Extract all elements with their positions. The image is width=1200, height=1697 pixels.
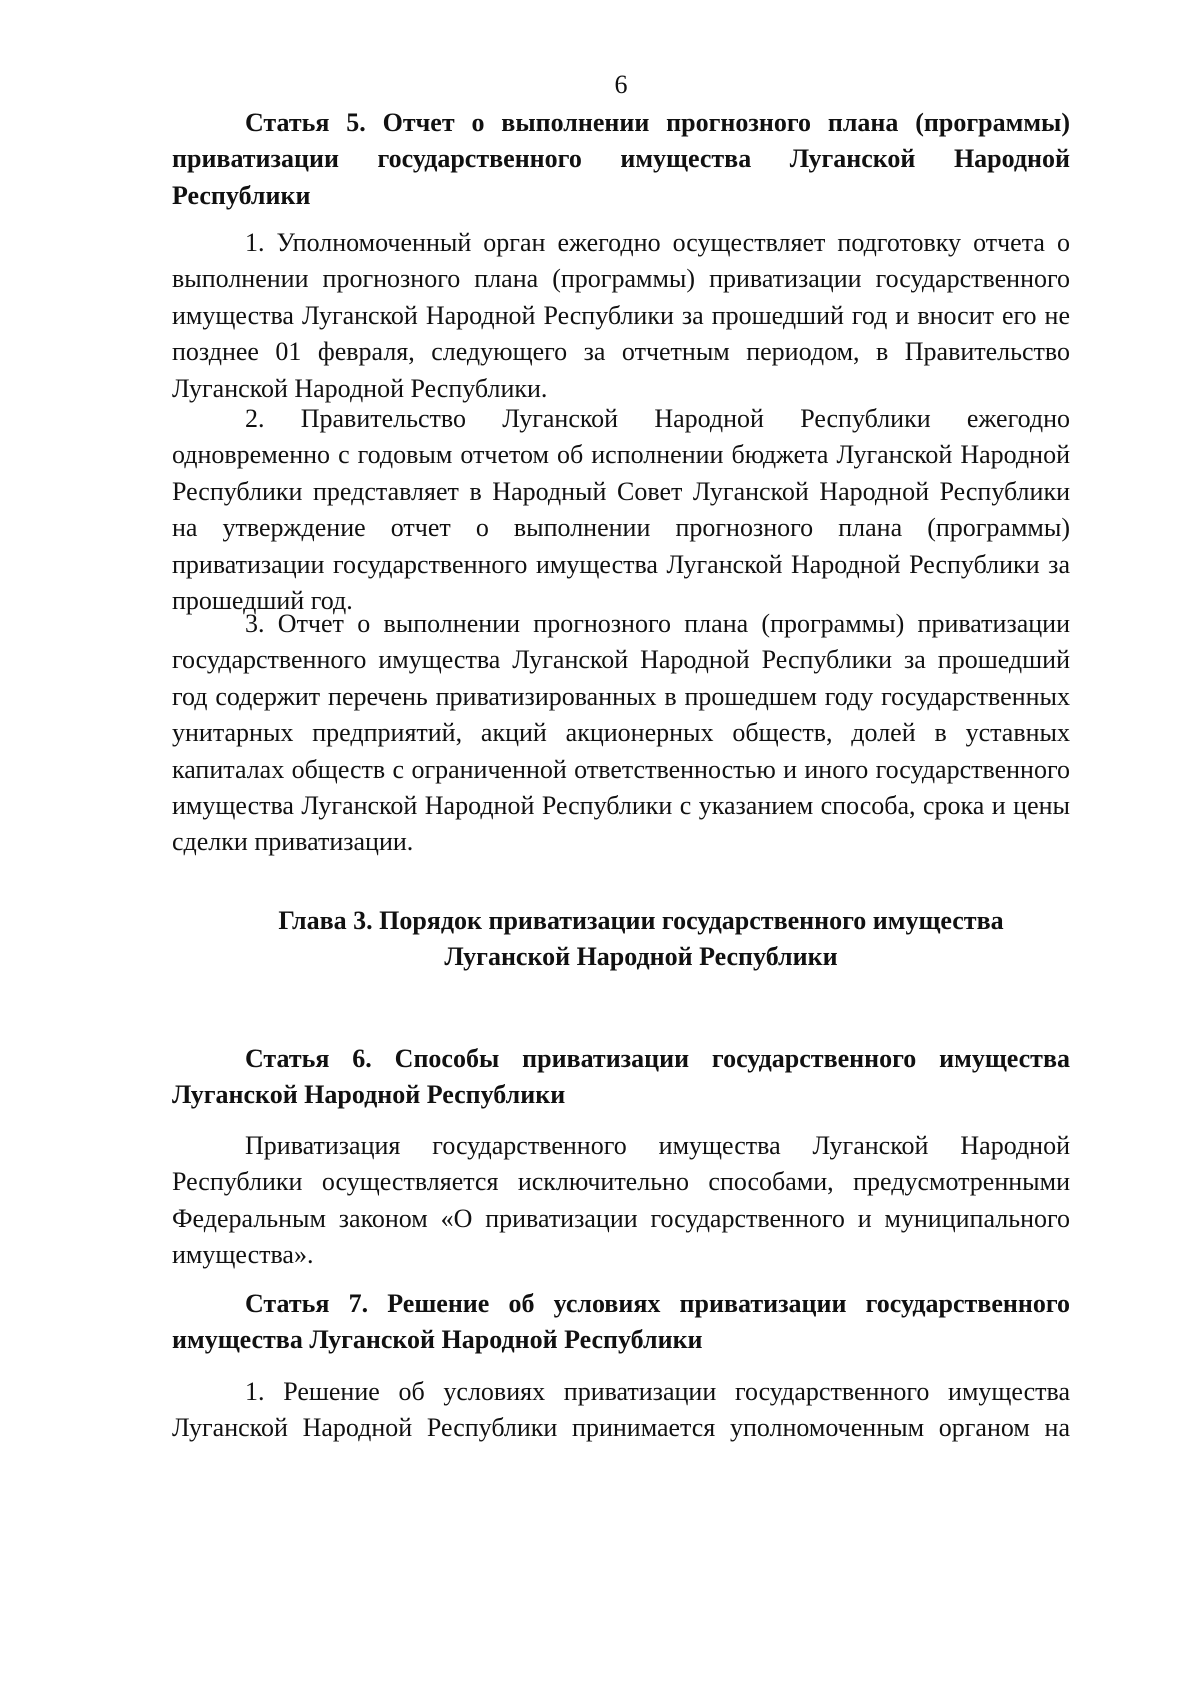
article-7-paragraph-1: 1. Решение об условиях приватизации государственного имущества Луганской Народной Республики принимается уполномоченным органом на [172,1377,1070,1443]
article-5-heading: Статья 5. Отчет о выполнении прогнозного плана (программы) приватизации государственного имущества Луганской Народной Республики [172,108,1070,210]
article-7-heading: Статья 7. Решение об условиях приватизации государственного имущества Луганской Народной Республики [172,1289,1070,1355]
article-5-paragraph-1: 1. Уполномоченный орган ежегодно осуществляет подготовку отчета о выполнении прогнозного плана (программы) приватизации государственного имущества Луганской Народной Республики за прошедший год и вносит его не позднее 01 февраля, следующего за отчетным периодом, в Правительство Луганской Народной Республики. [172,228,1070,403]
chapter-3-heading-line-1: Глава 3. Порядок приватизации государственного имущества [278,906,1004,935]
chapter-3-heading [172,903,1070,976]
article-5-paragraph-2: 2. Правительство Луганской Народной Республики ежегодно одновременно с годовым отчетом об исполнении бюджета Луганской Народной Республики представляет в Народный Совет Луганской Народной Республики на утверждение отчет о выполнении прогнозного плана (программы) приватизации государственного имущества Луганской Народной Республики за прошедший год. [172,404,1070,616]
article-6-heading: Статья 6. Способы приватизации государственного имущества Луганской Народной Республики [172,1044,1070,1110]
article-5-paragraph-3: 3. Отчет о выполнении прогнозного плана (программы) приватизации государственного имущества Луганской Народной Республики за прошедший год содержит перечень приватизированных в прошедшем году государственных унитарных предприятий, акций акционерных обществ, долей в уставных капиталах обществ с ограниченной ответственностью и иного государственного имущества Луганской Народной Республики с указанием способа, срока и цены сделки приватизации. [172,609,1070,857]
article-6-paragraph-1: Приватизация государственного имущества Луганской Народной Республики осуществляется исключительно способами, предусмотренными Федеральным законом «О приватизации государственного и муниципального имущества». [172,1131,1070,1270]
chapter-3-heading-line-2: Луганской Народной Республики [444,942,838,972]
page-number: 6 [614,70,628,99]
